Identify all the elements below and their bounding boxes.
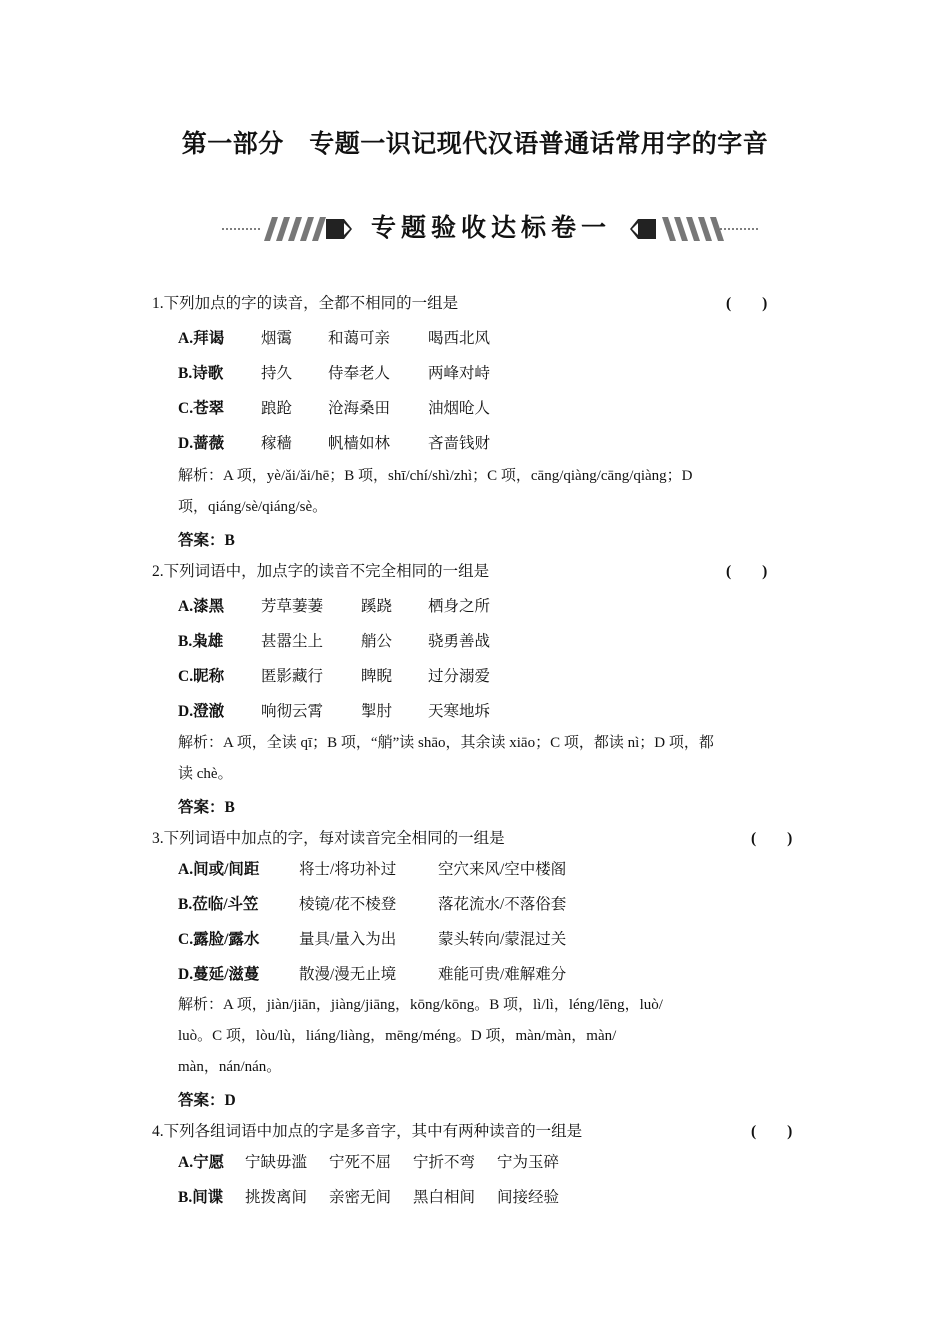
option-c-word-2: 匿影藏行: [261, 668, 324, 685]
option-a-word-3: 空穴来风/空中楼阁: [438, 861, 567, 878]
question-2-answer-blank: ( ): [726, 563, 768, 580]
analysis-line: màn，nán/nán。: [178, 1059, 282, 1075]
option-c-word-3: 沧海桑田: [328, 400, 391, 417]
option-a-word-1: A.漆黑: [178, 598, 225, 615]
analysis-line: 解析：A 项，jiàn/jiān，jiàng/jiāng，kōng/kōng。B 项，lì/lì，léng/lēng，luò/: [178, 997, 663, 1013]
section-banner: [222, 213, 760, 245]
question-1-answer: 答案：B: [178, 532, 235, 549]
question-4-answer-blank: ( ): [751, 1123, 793, 1140]
option-b-word-3: 亲密无间: [329, 1189, 392, 1206]
option-b-word-2: 棱镜/花不棱登: [299, 896, 397, 913]
option-a-word-3: 和蔼可亲: [328, 330, 391, 347]
question-3-analysis: [178, 990, 806, 1083]
option-c-word-1: C.苍翠: [178, 400, 225, 417]
option-c-word-2: 量具/量入为出: [299, 931, 397, 948]
option-c-word-4: 过分溺爱: [428, 668, 491, 685]
option-b-word-1: B.枭雄: [178, 633, 224, 650]
option-d-word-3: 帆樯如林: [328, 435, 391, 452]
question-1-stem: 1.下列加点的字的读音，全都不相同的一组是: [152, 295, 459, 312]
analysis-line: 解析：A 项，全读 qī；B 项，“艄”读 shāo，其余读 xiāo；C 项，都读 nì；D 项，都: [178, 735, 714, 751]
question-3-answer: 答案：D: [178, 1092, 236, 1109]
option-b-word-5: 间接经验: [497, 1189, 560, 1206]
option-b-word-4: 黑白相间: [413, 1189, 476, 1206]
option-a-word-4: 栖身之所: [428, 598, 491, 615]
banner-title: 专题验收达标卷一: [370, 215, 611, 242]
option-a-word-3: 蹊跷: [361, 598, 393, 615]
page-title: 第一部分 专题一识记现代汉语普通话常用字的字音: [181, 131, 769, 158]
option-d-word-3: 掣肘: [361, 703, 393, 720]
option-d-word-1: D.蔷薇: [178, 435, 225, 452]
question-2-answer: 答案：B: [178, 799, 235, 816]
question-3-answer-blank: ( ): [751, 830, 793, 847]
option-b-word-3: 艄公: [361, 633, 393, 650]
analysis-line: 读 chè。: [178, 766, 233, 782]
question-2-analysis: [178, 728, 806, 790]
option-b-word-2: 挑拨离间: [245, 1189, 308, 1206]
analysis-line: luò。C 项，lòu/lù，liáng/liàng，mēng/méng。D 项，màn/màn，màn/: [178, 1028, 617, 1044]
option-b-word-2: 甚嚣尘上: [261, 633, 324, 650]
option-c-word-2: 踉跄: [261, 400, 293, 417]
option-c-word-3: 睥睨: [361, 668, 393, 685]
option-a-word-4: 宁折不弯: [413, 1154, 476, 1171]
option-c-word-1: C.露脸/露水: [178, 931, 260, 948]
option-c-word-3: 蒙头转向/蒙混过关: [438, 931, 567, 948]
option-a-word-3: 宁死不屈: [329, 1154, 392, 1171]
option-d-word-1: D.蔓延/滋蔓: [178, 966, 260, 983]
option-a-word-2: 芳草萋萋: [261, 598, 324, 615]
option-b-word-4: 骁勇善战: [428, 633, 491, 650]
question-1-answer-blank: ( ): [726, 295, 768, 312]
option-b-word-3: 侍奉老人: [328, 365, 391, 382]
option-a-word-2: 将士/将功补过: [299, 861, 397, 878]
question-4-stem: 4.下列各组词语中加点的字是多音字，其中有两种读音的一组是: [152, 1123, 583, 1140]
option-c-word-4: 油烟呛人: [428, 400, 491, 417]
question-2-stem: 2.下列词语中，加点字的读音不完全相同的一组是: [152, 563, 490, 580]
option-b-word-2: 持久: [261, 365, 293, 382]
option-b-word-1: B.诗歌: [178, 365, 224, 382]
analysis-line: 解析：A 项，yè/ǎi/ǎi/hē；B 项，shī/chí/shì/zhì；C 项，cāng/qiàng/cāng/qiàng；D: [178, 468, 693, 484]
option-a-word-5: 宁为玉碎: [497, 1154, 560, 1171]
option-d-word-4: 天寒地坼: [428, 703, 491, 720]
option-b-word-1: B.莅临/斗笠: [178, 896, 259, 913]
option-d-word-2: 稼穑: [261, 435, 293, 452]
analysis-line: 项，qiáng/sè/qiáng/sè。: [178, 499, 328, 515]
question-3-stem: 3.下列词语中加点的字，每对读音完全相同的一组是: [152, 830, 505, 847]
option-a-word-2: 烟霭: [261, 330, 293, 347]
question-1-analysis: [178, 461, 806, 523]
option-a-word-2: 宁缺毋滥: [245, 1154, 308, 1171]
option-d-word-1: D.澄澈: [178, 703, 225, 720]
option-d-word-3: 难能可贵/难解难分: [438, 966, 567, 983]
option-a-word-4: 喝西北风: [428, 330, 491, 347]
option-b-word-4: 两峰对峙: [428, 365, 491, 382]
option-a-word-1: A.拜谒: [178, 330, 225, 347]
option-d-word-4: 吝啬钱财: [428, 435, 491, 452]
option-b-word-1: B.间谍: [178, 1189, 224, 1206]
option-d-word-2: 散漫/漫无止境: [299, 966, 397, 983]
option-b-word-3: 落花流水/不落俗套: [438, 896, 567, 913]
option-a-word-1: A.间或/间距: [178, 861, 260, 878]
option-a-word-1: A.宁愿: [178, 1154, 225, 1171]
option-d-word-2: 响彻云霄: [261, 703, 324, 720]
option-c-word-1: C.昵称: [178, 668, 225, 685]
